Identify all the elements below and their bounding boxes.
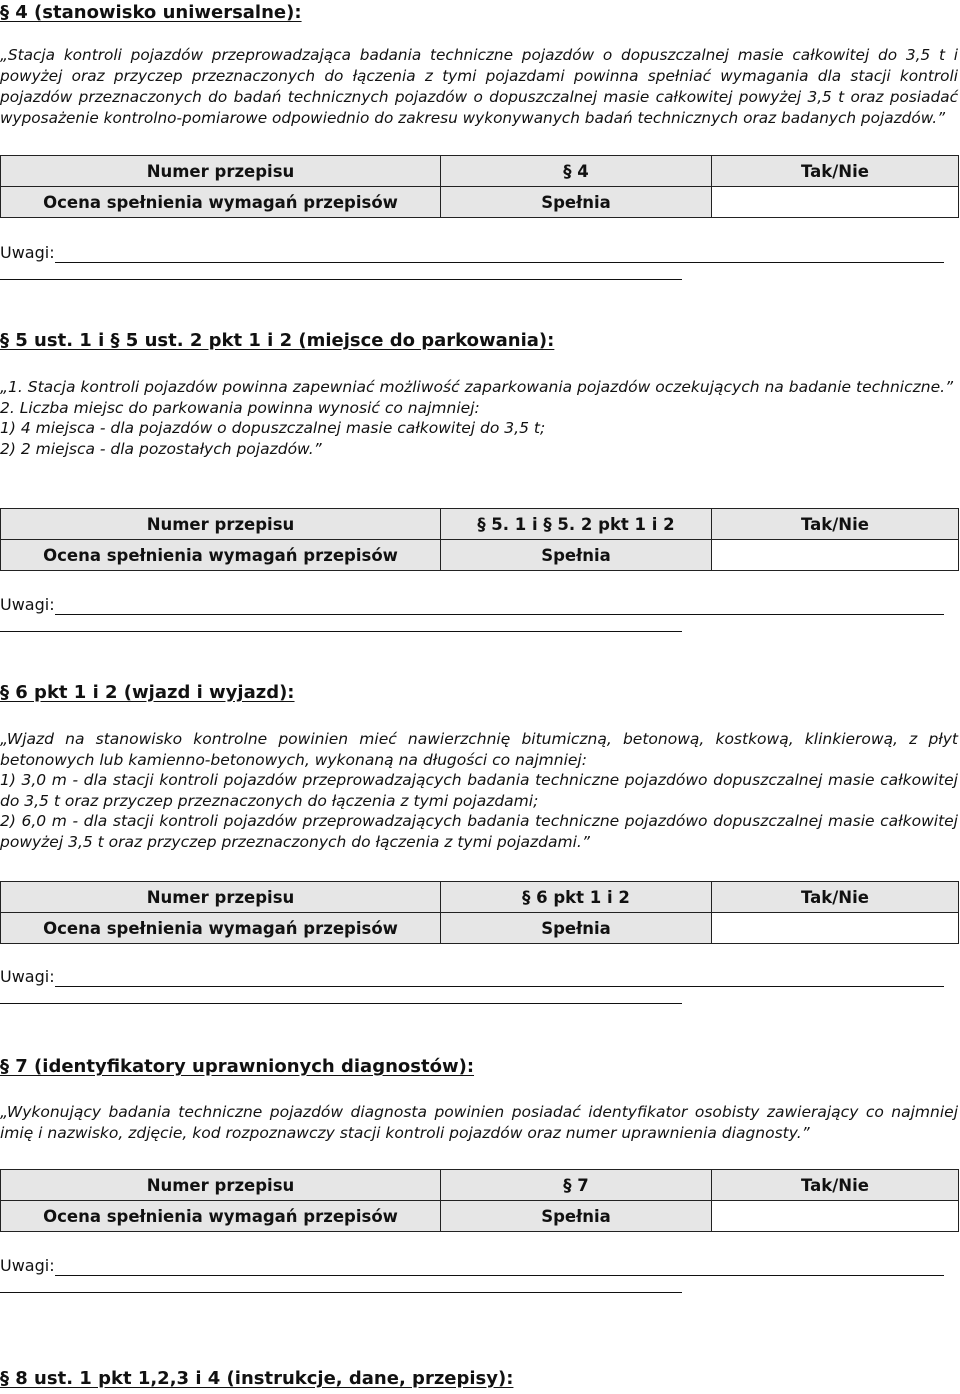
yes-no-label: Tak/Nie [712,156,959,187]
rule-number-label: Numer przepisu [1,1170,441,1201]
notes-field[interactable] [0,967,958,1017]
regulation-paragraph: „Wykonujący badania techniczne pojazdów diagnosta powinien posiadać identyfikator osobisty zawierający co najmniej imię i nazwisko, zdjęcie, kod rozpoznawczy stacji kontroli pojazdów oraz numer uprawnienia diagnosty.” [0,1103,958,1142]
yes-no-label: Tak/Nie [712,509,959,540]
notes-line [55,262,944,263]
assessment-result-cell[interactable] [712,1201,959,1232]
regulation-quote [0,45,958,129]
regulation-paragraph: 2) 6,0 m - dla stacji kontroli pojazdów przeprowadzających badania techniczne pojazdówo dopuszczalnej masie całkowitej powyżej 3,5 t oraz przyczep przeznaczonych do łączenia z tymi pojazdami.” [0,812,958,851]
section-heading: § 7 (identyfikatory uprawnionych diagnostów): [0,1056,475,1077]
rule-number-label: Numer przepisu [1,882,441,913]
rule-number-label: Numer przepisu [1,156,441,187]
notes-field[interactable] [0,595,958,645]
assessment-label: Ocena spełnienia wymagań przepisów [1,1201,441,1232]
assessment-value: Spełnia [441,1201,712,1232]
assessment-table [0,508,959,571]
notes-line [0,279,682,280]
assessment-label: Ocena spełnienia wymagań przepisów [1,187,441,218]
rule-number-value: § 7 [441,1170,712,1201]
regulation-quote [0,377,958,459]
notes-label: Uwagi: [0,1256,55,1275]
regulation-paragraph: „Wjazd na stanowisko kontrolne powinien mieć nawierzchnię bitumiczną, betonową, kostkową, klinkierową, z płyt betonowych lub kamienno-betonowych, wykonaną na długości co najmniej: [0,730,958,769]
section-heading: § 6 pkt 1 i 2 (wjazd i wyjazd): [0,682,295,703]
notes-line [0,1292,682,1293]
assessment-label: Ocena spełnienia wymagań przepisów [1,913,441,944]
notes-label: Uwagi: [0,967,55,986]
notes-label: Uwagi: [0,243,55,262]
notes-line [55,614,944,615]
yes-no-label: Tak/Nie [712,1170,959,1201]
assessment-value: Spełnia [441,913,712,944]
assessment-value: Spełnia [441,187,712,218]
assessment-table [0,881,959,944]
regulation-paragraph: 2) 2 miejsca - dla pozostałych pojazdów.” [0,439,322,458]
regulation-paragraph: „Stacja kontroli pojazdów przeprowadzająca badania techniczne pojazdów o dopuszczalnej masie całkowitej do 3,5 t i powyżej oraz przyczep przeznaczonych do łączenia z tymi pojazdami powinna spełniać wymagania dla stacji kontroli pojazdów przeznaczonych do badań technicznych pojazdów o dopuszczalnej masie całkowitej powyżej 3,5 t oraz posiadać wyposażenie kontrolno-pomiarowe odpowiednio do zakresu wykonywanych badań technicznych oraz badanych pojazdów.” [0,46,958,127]
assessment-result-cell[interactable] [712,540,959,571]
regulation-quote [0,729,958,852]
notes-line [0,631,682,632]
notes-field[interactable] [0,243,958,293]
regulation-paragraph: 2. Liczba miejsc do parkowania powinna wynosić co najmniej: [0,398,480,417]
section-heading: § 5 ust. 1 i § 5 ust. 2 pkt 1 i 2 (miejsce do parkowania): [0,330,555,351]
rule-number-value: § 6 pkt 1 i 2 [441,882,712,913]
rule-number-value: § 4 [441,156,712,187]
notes-line [55,1275,944,1276]
regulation-quote [0,1102,958,1143]
assessment-result-cell[interactable] [712,187,959,218]
assessment-label: Ocena spełnienia wymagań przepisów [1,540,441,571]
yes-no-label: Tak/Nie [712,882,959,913]
assessment-result-cell[interactable] [712,913,959,944]
section-heading: § 8 ust. 1 pkt 1,2,3 i 4 (instrukcje, dane, przepisy): [0,1368,514,1389]
regulation-paragraph: „1. Stacja kontroli pojazdów powinna zapewniać możliwość zaparkowania pojazdów oczekujących na badanie techniczne.” [0,378,954,396]
regulation-paragraph: 1) 4 miejsca - dla pojazdów o dopuszczalnej masie całkowitej do 3,5 t; [0,419,546,437]
rule-number-value: § 5. 1 i § 5. 2 pkt 1 i 2 [441,509,712,540]
notes-line [55,986,944,987]
assessment-table [0,155,959,218]
notes-label: Uwagi: [0,595,55,614]
notes-line [0,1003,682,1004]
notes-field[interactable] [0,1256,958,1306]
section-heading: § 4 (stanowisko uniwersalne): [0,2,302,23]
rule-number-label: Numer przepisu [1,509,441,540]
assessment-value: Spełnia [441,540,712,571]
assessment-table [0,1169,959,1232]
regulation-paragraph: 1) 3,0 m - dla stacji kontroli pojazdów przeprowadzających badania techniczne pojazdówo dopuszczalnej masie całkowitej do 3,5 t oraz przyczep przeznaczonych do łączenia z tymi pojazdami; [0,771,958,810]
